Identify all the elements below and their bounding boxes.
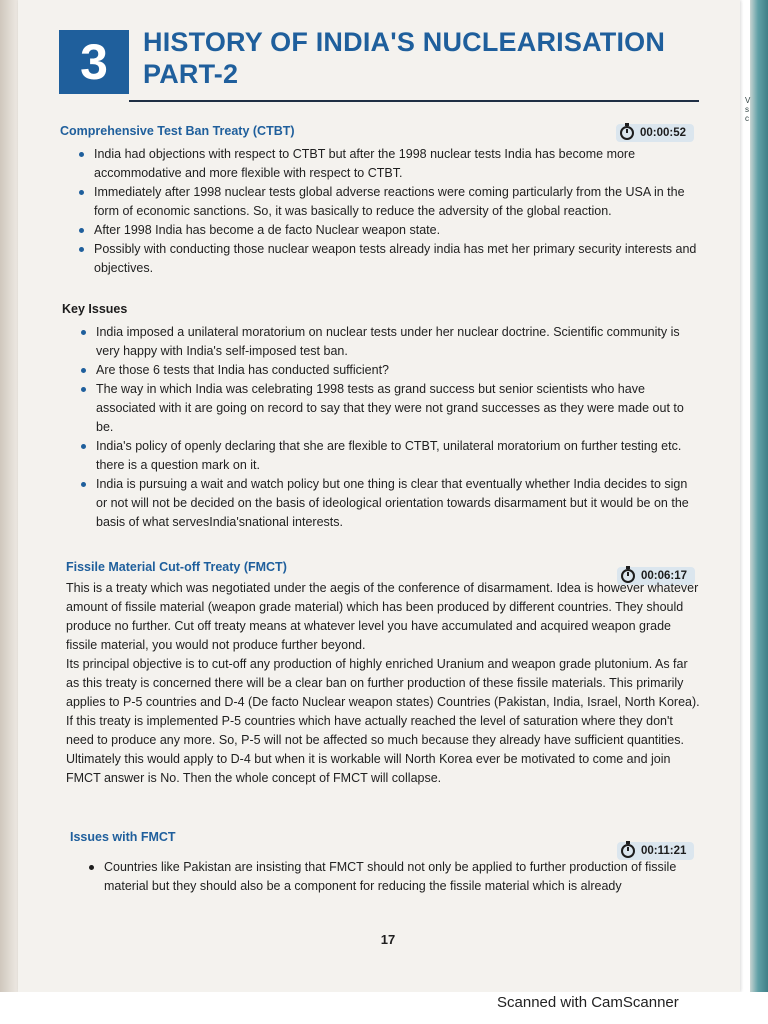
side-marks	[745, 96, 753, 123]
page-number: 17	[380, 932, 396, 947]
stopwatch-icon	[620, 126, 634, 140]
fmct-time: 00:06:17	[641, 570, 688, 582]
list-item: Immediately after 1998 nuclear tests global adverse reactions were coming particularly from the USA in the form of economic sanctions. So, it was basically to reduce the adversity of the global reaction.	[76, 183, 700, 221]
list-item: Possibly with conducting those nuclear weapon tests already india has met her primary security interests and objectives.	[76, 240, 700, 278]
list-item: India's policy of openly declaring that she are flexible to CTBT, unilateral moratorium on further testing etc. there is a question mark on it.	[78, 437, 700, 475]
fmct-paragraph: If this treaty is implemented P-5 countries which have actually reached the level of saturation where they don't need to produce any more. So, P-5 will not be affected so much because they already have sufficient quantities. Ultimately this would apply to D-4 but when it is workable will North Korea ever be motivated to come and join FMCT answer is No. Then the whole concept of FMCT will collapse.	[66, 714, 684, 785]
ctbt-timestamp	[616, 124, 694, 142]
stopwatch-icon	[621, 844, 635, 858]
list-item: India imposed a unilateral moratorium on nuclear tests under her nuclear doctrine. Scientific community is very happy with India's self-imposed test ban.	[78, 323, 700, 361]
fmct-paragraph: Its principal objective is to cut-off any production of highly enriched Uranium and weapon grade plutonium. As far as this treaty is concerned there will be a clear ban on further production of these fissile materials. This primarily applies to P-5 countries and D-4 (De facto Nuclear weapon states) Countries (Pakistan, India, Israel, North Korea).	[66, 657, 700, 709]
side-mark: V	[745, 96, 751, 105]
chapter-title	[143, 26, 665, 90]
fmct-heading: Fissile Material Cut-off Treaty (FMCT)	[66, 560, 287, 574]
camscanner-watermark: Scanned with CamScanner	[497, 994, 679, 1011]
list-item: Countries like Pakistan are insisting that FMCT should not only be applied to further production of fissile material but they should also be a component for reducing the fissile material which is already	[86, 858, 700, 896]
list-item: India is pursuing a wait and watch policy but one thing is clear that eventually whether India decides to sign or not will not be decided on the basis of ideological orientation towards disarmament but it would be on the basis of what servesIndia'snational interests.	[78, 475, 700, 532]
ctbt-time: 00:00:52	[640, 127, 687, 139]
side-mark: c	[745, 114, 749, 123]
key-issues-heading: Key Issues	[62, 302, 128, 316]
title-divider	[129, 100, 699, 102]
list-item: After 1998 India has become a de facto Nuclear weapon state.	[76, 221, 700, 240]
scan-right-edge	[750, 0, 768, 995]
ctbt-bullet-list	[76, 145, 700, 278]
list-item: The way in which India was celebrating 1998 tests as grand success but senior scientists who have associated with it are going on record to say that they were not grand successes as they were made out to be.	[78, 380, 700, 437]
chapter-title-line-1: HISTORY OF INDIA'S NUCLEARISATION	[143, 27, 666, 57]
issues-fmct-bullet-list	[86, 858, 700, 896]
issues-fmct-heading: Issues with FMCT	[70, 830, 176, 844]
fmct-body	[66, 579, 700, 788]
ctbt-heading: Comprehensive Test Ban Treaty (CTBT)	[60, 124, 295, 138]
chapter-number: 3	[59, 30, 129, 94]
list-item: India had objections with respect to CTBT but after the 1998 nuclear tests India has become more accommodative and more flexible with respect to CTBT.	[76, 145, 700, 183]
list-item: Are those 6 tests that India has conducted sufficient?	[78, 361, 700, 380]
side-mark: s	[745, 105, 749, 114]
key-issues-bullet-list	[78, 323, 700, 532]
fmct-paragraph: This is a treaty which was negotiated under the aegis of the conference of disarmament. Idea is however whatever amount of fissile material (weapon grade material) which has been produced by different countries. They should produce no further. Cut off treaty means at whatever level you have accumulated and acquired weapon grade fissile material, you would not produce further beyond.	[66, 581, 699, 652]
chapter-title-line-2: PART-2	[143, 59, 239, 89]
issues-fmct-time: 00:11:21	[641, 845, 687, 857]
